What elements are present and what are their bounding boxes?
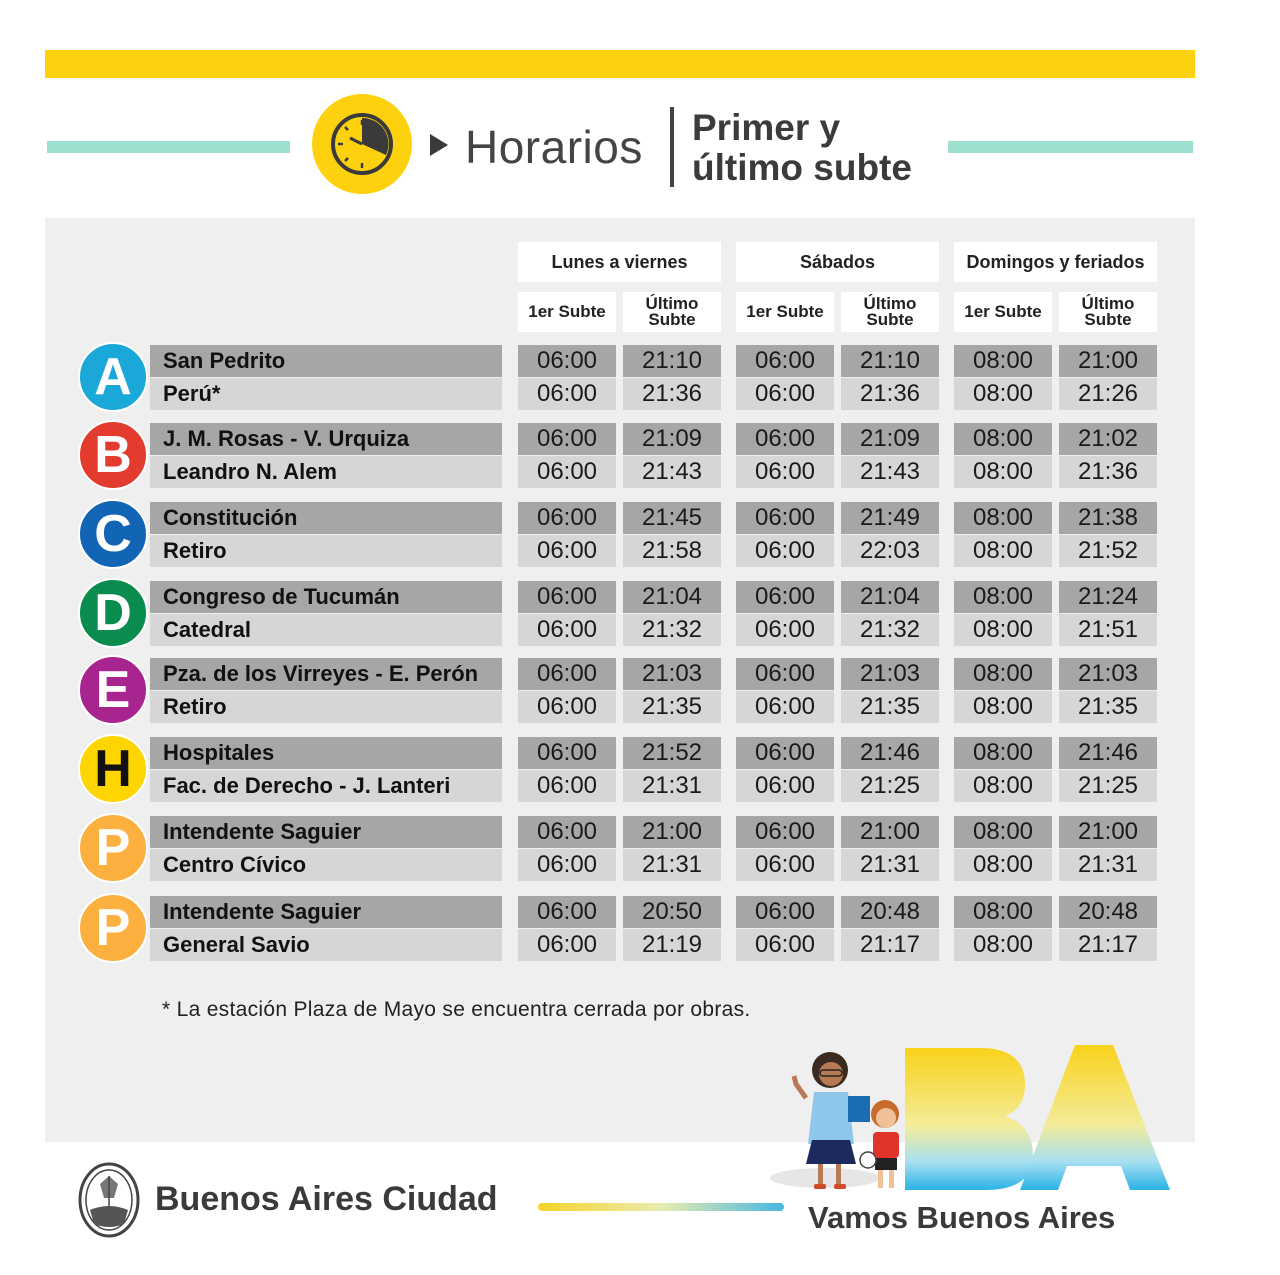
last-train-time: 21:25 — [1059, 770, 1157, 802]
last-train-time: 20:48 — [1059, 896, 1157, 928]
station-name: Leandro N. Alem — [150, 456, 502, 488]
first-train-time: 06:00 — [518, 658, 616, 690]
last-train-time: 21:43 — [623, 456, 721, 488]
line-badge: C — [78, 499, 148, 569]
last-train-time: 21:02 — [1059, 423, 1157, 455]
col-header-last-line1: Último — [645, 294, 699, 313]
first-train-time: 08:00 — [954, 691, 1052, 723]
first-train-time: 06:00 — [518, 770, 616, 802]
last-train-time: 21:45 — [623, 502, 721, 534]
first-train-time: 06:00 — [736, 896, 834, 928]
first-train-time: 06:00 — [736, 581, 834, 613]
first-train-time: 06:00 — [736, 378, 834, 410]
last-train-time: 21:32 — [623, 614, 721, 646]
last-train-time: 21:31 — [841, 849, 939, 881]
play-arrow-icon — [430, 134, 448, 156]
last-train-time: 21:10 — [623, 345, 721, 377]
footnote: * La estación Plaza de Mayo se encuentra cerrada por obras. — [162, 998, 751, 1021]
station-name: Constitución — [150, 502, 502, 534]
station-name: Fac. de Derecho - J. Lanteri — [150, 770, 502, 802]
page-subtitle — [692, 108, 912, 188]
line-row-d — [78, 579, 1158, 647]
first-train-time: 08:00 — [954, 658, 1052, 690]
first-train-time: 08:00 — [954, 456, 1052, 488]
top-yellow-bar — [45, 50, 1195, 78]
first-train-time: 08:00 — [954, 770, 1052, 802]
first-train-time: 06:00 — [736, 502, 834, 534]
last-train-time: 21:58 — [623, 535, 721, 567]
line-badge: E — [78, 655, 148, 725]
last-train-time: 21:52 — [623, 737, 721, 769]
left-teal-line — [47, 141, 290, 153]
station-name: Congreso de Tucumán — [150, 581, 502, 613]
first-train-time: 08:00 — [954, 345, 1052, 377]
col-header-last-line2: Subte — [648, 310, 696, 329]
col-header-last — [841, 292, 939, 332]
page-title: Horarios — [465, 121, 643, 173]
last-train-time: 21:36 — [841, 378, 939, 410]
first-train-time: 08:00 — [954, 502, 1052, 534]
last-train-time: 21:31 — [623, 770, 721, 802]
title-divider — [670, 107, 674, 187]
first-train-time: 06:00 — [518, 535, 616, 567]
col-header-last-line2: Subte — [866, 310, 914, 329]
col-header-last — [623, 292, 721, 332]
ba-logo-text: BA — [885, 1040, 887, 1041]
first-train-time: 06:00 — [736, 456, 834, 488]
col-header-first: 1er Subte — [736, 292, 834, 332]
first-train-time: 06:00 — [736, 770, 834, 802]
first-train-time: 06:00 — [736, 929, 834, 961]
first-train-time: 06:00 — [736, 345, 834, 377]
last-train-time: 21:19 — [623, 929, 721, 961]
day-header-sundays: Domingos y feriados — [954, 242, 1157, 282]
last-train-time: 21:09 — [841, 423, 939, 455]
city-name: Buenos Aires Ciudad — [155, 1180, 498, 1218]
first-train-time: 06:00 — [518, 691, 616, 723]
last-train-time: 21:03 — [1059, 658, 1157, 690]
last-train-time: 21:36 — [1059, 456, 1157, 488]
gradient-divider — [538, 1203, 784, 1211]
right-teal-line — [948, 141, 1193, 153]
last-train-time: 21:00 — [623, 816, 721, 848]
first-train-time: 06:00 — [518, 737, 616, 769]
line-row-a — [78, 343, 1158, 411]
last-train-time: 21:03 — [841, 658, 939, 690]
first-train-time: 06:00 — [518, 423, 616, 455]
line-row-p — [78, 894, 1158, 962]
line-badge: P — [78, 813, 148, 883]
first-train-time: 06:00 — [736, 737, 834, 769]
first-train-time: 08:00 — [954, 816, 1052, 848]
station-name: San Pedrito — [150, 345, 502, 377]
last-train-time: 22:03 — [841, 535, 939, 567]
last-train-time: 21:04 — [623, 581, 721, 613]
station-name: General Savio — [150, 929, 502, 961]
last-train-time: 21:00 — [1059, 345, 1157, 377]
first-train-time: 08:00 — [954, 581, 1052, 613]
first-train-time: 06:00 — [518, 816, 616, 848]
last-train-time: 21:10 — [841, 345, 939, 377]
last-train-time: 21:04 — [841, 581, 939, 613]
first-train-time: 06:00 — [736, 614, 834, 646]
last-train-time: 21:35 — [1059, 691, 1157, 723]
first-train-time: 06:00 — [518, 896, 616, 928]
last-train-time: 21:46 — [841, 737, 939, 769]
line-badge: A — [78, 342, 148, 412]
last-train-time: 21:46 — [1059, 737, 1157, 769]
first-train-time: 06:00 — [518, 378, 616, 410]
col-header-last — [1059, 292, 1157, 332]
col-header-first: 1er Subte — [954, 292, 1052, 332]
last-train-time: 21:03 — [623, 658, 721, 690]
line-row-p — [78, 814, 1158, 882]
subtitle-line-2: último subte — [692, 147, 912, 188]
last-train-time: 21:35 — [623, 691, 721, 723]
station-name: Catedral — [150, 614, 502, 646]
city-seal-icon — [78, 1162, 140, 1238]
last-train-time: 21:38 — [1059, 502, 1157, 534]
station-name: Centro Cívico — [150, 849, 502, 881]
line-badge: D — [78, 578, 148, 648]
first-train-time: 08:00 — [954, 535, 1052, 567]
first-train-time: 08:00 — [954, 929, 1052, 961]
last-train-time: 21:31 — [1059, 849, 1157, 881]
first-train-time: 06:00 — [736, 658, 834, 690]
last-train-time: 21:25 — [841, 770, 939, 802]
line-row-h — [78, 735, 1158, 803]
last-train-time: 21:17 — [1059, 929, 1157, 961]
first-train-time: 06:00 — [518, 456, 616, 488]
line-badge: H — [78, 734, 148, 804]
last-train-time: 21:31 — [623, 849, 721, 881]
last-train-time: 20:50 — [623, 896, 721, 928]
line-badge: P — [78, 893, 148, 963]
subtitle-line-1: Primer y — [692, 107, 841, 148]
line-row-c — [78, 500, 1158, 568]
last-train-time: 21:26 — [1059, 378, 1157, 410]
last-train-time: 21:00 — [841, 816, 939, 848]
col-header-last-line1: Último — [1081, 294, 1135, 313]
ba-logo — [885, 1040, 1170, 1200]
last-train-time: 21:51 — [1059, 614, 1157, 646]
first-train-time: 08:00 — [954, 737, 1052, 769]
station-name: Pza. de los Virreyes - E. Perón — [150, 658, 502, 690]
day-header-weekdays: Lunes a viernes — [518, 242, 721, 282]
last-train-time: 21:52 — [1059, 535, 1157, 567]
line-row-e — [78, 656, 1158, 724]
first-train-time: 06:00 — [736, 691, 834, 723]
first-train-time: 06:00 — [736, 849, 834, 881]
last-train-time: 21:49 — [841, 502, 939, 534]
last-train-time: 21:32 — [841, 614, 939, 646]
first-train-time: 06:00 — [736, 423, 834, 455]
first-train-time: 06:00 — [518, 345, 616, 377]
first-train-time: 08:00 — [954, 378, 1052, 410]
first-train-time: 06:00 — [518, 581, 616, 613]
last-train-time: 21:24 — [1059, 581, 1157, 613]
first-train-time: 06:00 — [518, 929, 616, 961]
col-header-last-line2: Subte — [1084, 310, 1132, 329]
first-train-time: 06:00 — [518, 502, 616, 534]
col-header-first: 1er Subte — [518, 292, 616, 332]
line-row-b — [78, 421, 1158, 489]
station-name: Intendente Saguier — [150, 896, 502, 928]
first-train-time: 06:00 — [736, 535, 834, 567]
first-train-time: 08:00 — [954, 896, 1052, 928]
clock-icon — [312, 94, 412, 194]
station-name: Retiro — [150, 535, 502, 567]
first-train-time: 08:00 — [954, 614, 1052, 646]
kids-illustration — [770, 1048, 915, 1196]
slogan: Vamos Buenos Aires — [808, 1200, 1116, 1235]
first-train-time: 08:00 — [954, 423, 1052, 455]
station-name: Hospitales — [150, 737, 502, 769]
station-name: Intendente Saguier — [150, 816, 502, 848]
col-header-last-line1: Último — [863, 294, 917, 313]
last-train-time: 20:48 — [841, 896, 939, 928]
last-train-time: 21:43 — [841, 456, 939, 488]
first-train-time: 06:00 — [736, 816, 834, 848]
first-train-time: 06:00 — [518, 849, 616, 881]
first-train-time: 08:00 — [954, 849, 1052, 881]
station-name: J. M. Rosas - V. Urquiza — [150, 423, 502, 455]
station-name: Retiro — [150, 691, 502, 723]
line-badge: B — [78, 420, 148, 490]
first-train-time: 06:00 — [518, 614, 616, 646]
last-train-time: 21:36 — [623, 378, 721, 410]
station-name: Perú* — [150, 378, 502, 410]
last-train-time: 21:35 — [841, 691, 939, 723]
last-train-time: 21:09 — [623, 423, 721, 455]
day-header-saturdays: Sábados — [736, 242, 939, 282]
last-train-time: 21:00 — [1059, 816, 1157, 848]
last-train-time: 21:17 — [841, 929, 939, 961]
